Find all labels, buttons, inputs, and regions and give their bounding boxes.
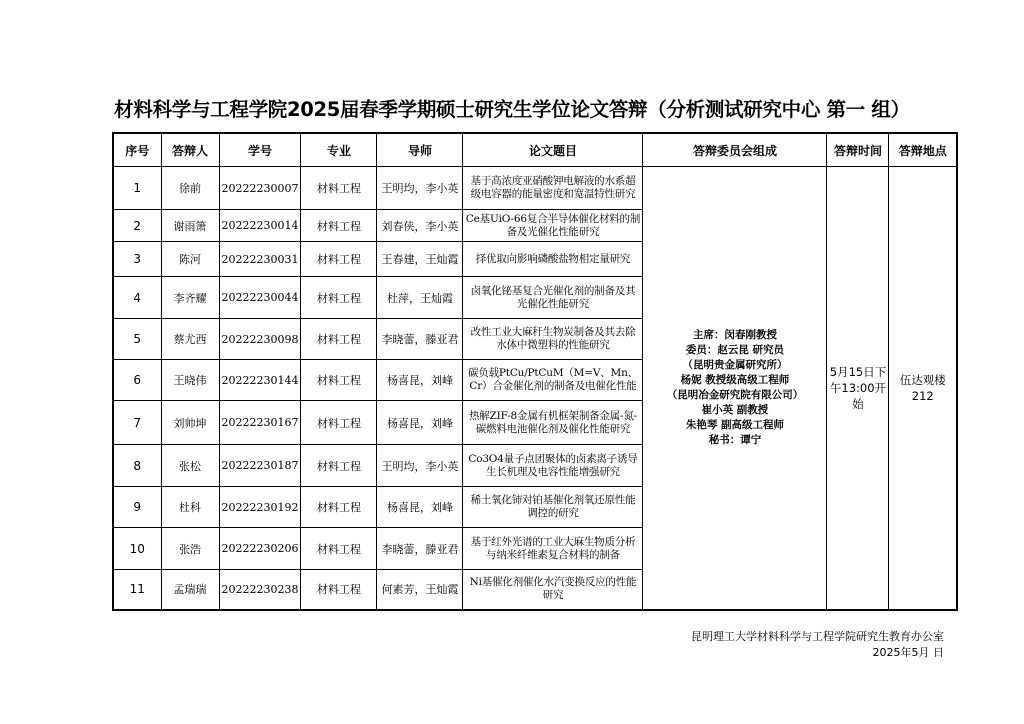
row-student-id: 20222230187 [219, 445, 301, 487]
row-topic: Ce基UiO-66复合半导体催化材料的制备及光催化性能研究 [463, 210, 643, 242]
row-name: 谢雨箫 [161, 210, 219, 242]
row-name: 王晓伟 [161, 360, 219, 401]
row-topic: 稀土氧化铈对铂基催化剂氧还原性能调控的研究 [463, 487, 643, 528]
row-major: 材料工程 [301, 210, 377, 242]
row-major: 材料工程 [301, 445, 377, 487]
row-major: 材料工程 [301, 528, 377, 570]
row-topic: Co3O4量子点团聚体的卤素离子诱导生长机理及电容性能增强研究 [463, 445, 643, 487]
row-no: 8 [113, 445, 161, 487]
header-major: 专业 [301, 133, 377, 167]
row-advisor: 杨喜昆，刘峰 [377, 487, 463, 528]
row-advisor: 李晓蕾，滕亚君 [377, 528, 463, 570]
row-advisor: 刘春侠，李小英 [377, 210, 463, 242]
row-topic: 热解ZIF-8金属有机框架制备金属-氮-碳燃料电池催化剂及催化性能研究 [463, 401, 643, 445]
row-student-id: 20222230044 [219, 277, 301, 319]
committee-line: 秘书：谭宁 [708, 433, 762, 446]
defense-schedule-table [112, 132, 958, 611]
defense-time: 5月15日下午13:00开始 [827, 167, 889, 610]
row-no: 10 [113, 528, 161, 570]
header-advisor: 导师 [377, 133, 463, 167]
row-name: 蔡尤西 [161, 319, 219, 360]
committee-line: 主席：闵春刚教授 [692, 328, 777, 341]
row-advisor: 杨喜昆，刘峰 [377, 401, 463, 445]
table-header-row [113, 133, 957, 167]
row-no: 1 [113, 167, 161, 210]
row-name: 张松 [161, 445, 219, 487]
committee-cell [643, 167, 827, 610]
row-major: 材料工程 [301, 401, 377, 445]
row-major: 材料工程 [301, 360, 377, 401]
row-advisor: 杜萍，王灿霞 [377, 277, 463, 319]
row-name: 孟瑞瑞 [161, 570, 219, 610]
row-major: 材料工程 [301, 570, 377, 610]
header-name: 答辩人 [161, 133, 219, 167]
row-advisor: 何素芳，王灿霞 [377, 570, 463, 610]
committee-line: 杨妮 教授级高级工程师 [680, 373, 790, 386]
row-topic: Ni基催化剂催化水汽变换反应的性能研究 [463, 570, 643, 610]
header-time: 答辩时间 [827, 133, 889, 167]
committee-line: （昆明冶金研究院有限公司） [666, 388, 804, 401]
row-student-id: 20222230238 [219, 570, 301, 610]
table-row [113, 167, 957, 210]
committee-line: （昆明贵金属研究所） [682, 358, 788, 371]
row-major: 材料工程 [301, 167, 377, 210]
committee-line: 朱艳琴 副高级工程师 [685, 418, 785, 431]
header-committee: 答辩委员会组成 [643, 133, 827, 167]
row-no: 4 [113, 277, 161, 319]
header-location: 答辩地点 [889, 133, 957, 167]
row-major: 材料工程 [301, 277, 377, 319]
row-topic: 卤氧化铋基复合光催化剂的制备及其光催化性能研究 [463, 277, 643, 319]
row-advisor: 王春建，王灿霞 [377, 242, 463, 277]
row-no: 3 [113, 242, 161, 277]
committee-line: 委员：赵云昆 研究员 [685, 343, 785, 356]
row-name: 杜科 [161, 487, 219, 528]
row-student-id: 20222230098 [219, 319, 301, 360]
row-topic: 碳负载PtCu/PtCuM（M=V、Mn、Cr）合金催化剂的制备及电催化性能 [463, 360, 643, 401]
row-advisor: 王明均，李小英 [377, 167, 463, 210]
row-advisor: 杨喜昆，刘峰 [377, 360, 463, 401]
row-name: 刘帅坤 [161, 401, 219, 445]
row-major: 材料工程 [301, 487, 377, 528]
row-no: 9 [113, 487, 161, 528]
row-student-id: 20222230014 [219, 210, 301, 242]
header-no: 序号 [113, 133, 161, 167]
row-no: 5 [113, 319, 161, 360]
committee-line: 崔小英 副教授 [701, 403, 769, 416]
footer-date: 2025年5月 日 [872, 646, 944, 659]
row-topic: 基于红外光谱的工业大麻生物质分析与纳米纤维素复合材料的制备 [463, 528, 643, 570]
header-id: 学号 [219, 133, 301, 167]
row-student-id: 20222230007 [219, 167, 301, 210]
row-topic: 改性工业大麻秆生物炭制备及其去除水体中微塑料的性能研究 [463, 319, 643, 360]
defense-location: 伍达观楼212 [889, 167, 957, 610]
row-student-id: 20222230031 [219, 242, 301, 277]
row-topic: 择优取向影响磷酸盐物相定量研究 [463, 242, 643, 277]
row-major: 材料工程 [301, 319, 377, 360]
row-student-id: 20222230192 [219, 487, 301, 528]
header-topic: 论文题目 [463, 133, 643, 167]
row-name: 徐前 [161, 167, 219, 210]
row-name: 陈河 [161, 242, 219, 277]
row-name: 李齐耀 [161, 277, 219, 319]
row-student-id: 20222230206 [219, 528, 301, 570]
row-no: 6 [113, 360, 161, 401]
row-no: 2 [113, 210, 161, 242]
footer-office: 昆明理工大学材料科学与工程学院研究生教育办公室 [691, 630, 944, 643]
row-advisor: 李晓蕾，滕亚君 [377, 319, 463, 360]
row-no: 7 [113, 401, 161, 445]
row-student-id: 20222230144 [219, 360, 301, 401]
row-student-id: 20222230167 [219, 401, 301, 445]
page-title: 材料科学与工程学院2025届春季学期硕士研究生学位论文答辩（分析测试研究中心 第一 组） [114, 98, 910, 121]
row-no: 11 [113, 570, 161, 610]
row-advisor: 王明均，李小英 [377, 445, 463, 487]
row-major: 材料工程 [301, 242, 377, 277]
row-name: 张浩 [161, 528, 219, 570]
row-topic: 基于高浓度亚硝酸钾电解液的水系超级电容器的能量密度和宽温特性研究 [463, 167, 643, 210]
